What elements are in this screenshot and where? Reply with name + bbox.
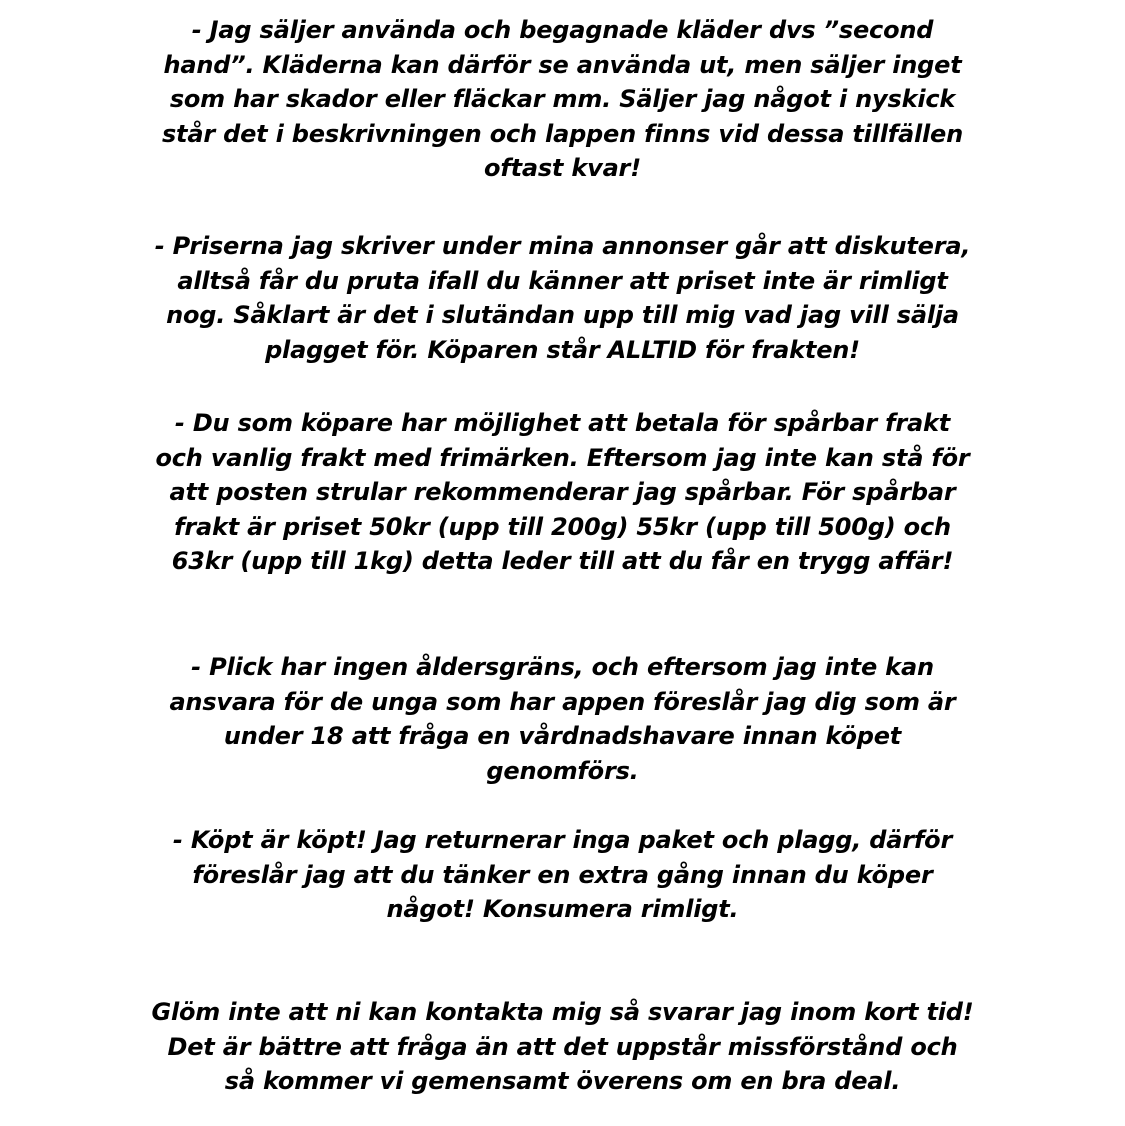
paragraph-shipping: - Du som köpare har möjlighet att betala för spårbar frakt och vanlig frakt med frimärken. Eftersom jag inte kan stå för att posten strular rekommenderar jag spårbar. För spårbar frakt är priset 50kr (upp till 200g) 55kr (upp till 500g) och 63kr (upp till 1kg) detta leder till att du får en trygg affär! — [155, 409, 970, 575]
paragraph-pricing: - Priserna jag skriver under mina annonser går att diskutera, alltså får du pruta ifall du känner att priset inte är rimligt nog. Såklart är det i slutändan upp till mig vad jag vill sälja plagget för. Köparen står ALLTID för frakten! — [154, 232, 971, 364]
paragraph-second-hand: - Jag säljer använda och begagnade kläder dvs ”second hand”. Kläderna kan därför se använda ut, men säljer inget som har skador eller fläckar mm. Säljer jag något i nyskick står det i beskrivningen och lappen finns vid dessa tillfällen oftast kvar! — [161, 16, 964, 182]
paragraph-age-limit: - Plick har ingen åldersgräns, och eftersom jag inte kan ansvara för de unga som har appen föreslår jag dig som är under 18 att fråga en vårdnadshavare innan köpet genomförs. — [169, 653, 956, 785]
paragraph-no-returns: - Köpt är köpt! Jag returnerar inga paket och plagg, därför föreslår jag att du tänker en extra gång innan du köper något! Konsumera rimligt. — [172, 826, 953, 923]
paragraph-contact: Glöm inte att ni kan kontakta mig så svarar jag inom kort tid! Det är bättre att fråga än att det uppstår missförstånd och så kommer vi gemensamt överens om en bra deal. — [151, 998, 974, 1095]
